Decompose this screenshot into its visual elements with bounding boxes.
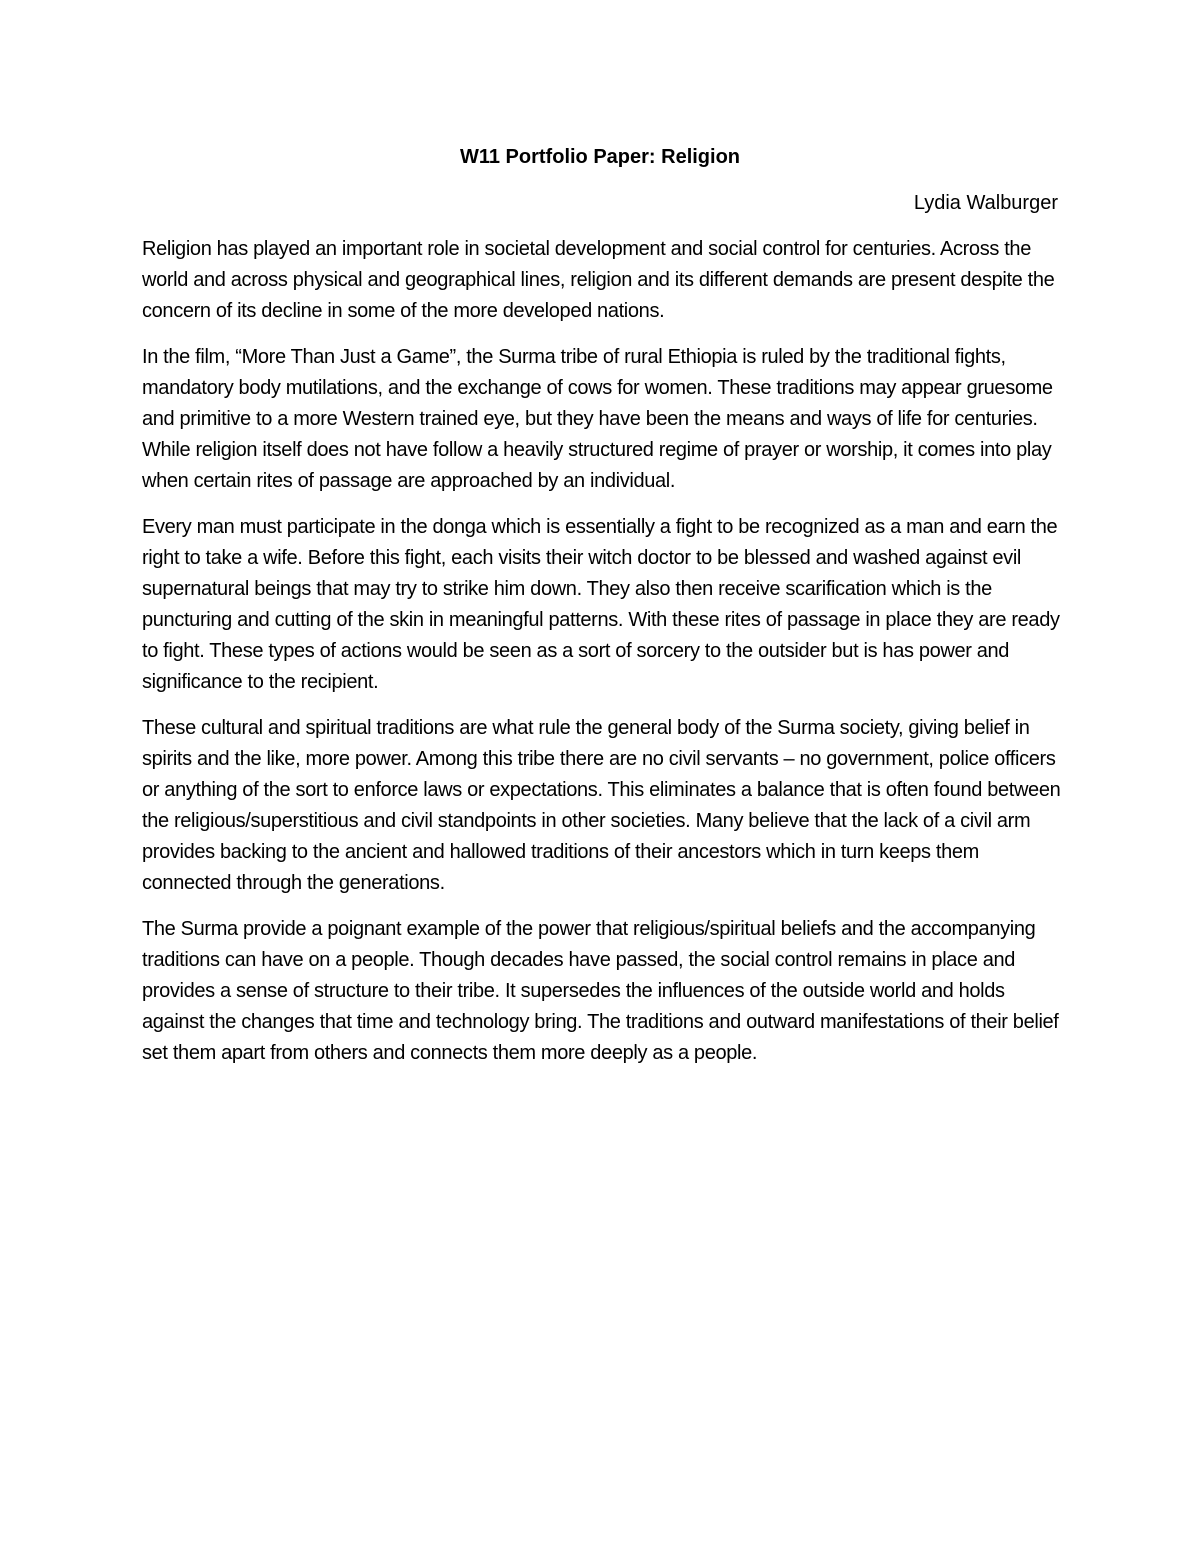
document-title: W11 Portfolio Paper: Religion: [459, 146, 741, 168]
paragraph-1: Religion has played an important role in societal development and social control for centuries. Across the world and across physical and geographical lines, religion and its different demands are present despite the concern of its decline in some of the more developed nations.: [142, 238, 1055, 322]
paragraph-4: These cultural and spiritual traditions are what rule the general body of the Surma society, giving belief in spirits and the like, more power. Among this tribe there are no civil servants – no government, police officers or anything of the sort to enforce laws or expectations. This eliminates a balance that is often found between the religious/superstitious and civil standpoints in other societies. Many believe that the lack of a civil arm provides backing to the ancient and hallowed traditions of their ancestors which in turn keeps them connected through the generations.: [142, 717, 1061, 894]
paragraph-5: The Surma provide a poignant example of the power that religious/spiritual beliefs and the accompanying traditions can have on a people. Though decades have passed, the social control remains in place and provides a sense of structure to their tribe. It supersedes the influences of the outside world and holds against the changes that time and technology bring. The traditions and outward manifestations of their belief set them apart from others and connects them more deeply as a people.: [142, 918, 1059, 1064]
paragraph-3: Every man must participate in the donga which is essentially a fight to be recognized as a man and earn the right to take a wife. Before this fight, each visits their witch doctor to be blessed and washed against evil supernatural beings that may try to strike him down. They also then receive scarification which is the puncturing and cutting of the skin in meaningful patterns. With these rites of passage in place they are ready to fight. These types of actions would be seen as a sort of sorcery to the outsider but is has power and significance to the recipient.: [142, 516, 1060, 693]
paragraph-2: In the film, “More Than Just a Game”, the Surma tribe of rural Ethiopia is ruled by the traditional fights, mandatory body mutilations, and the exchange of cows for women. These traditions may appear gruesome and primitive to a more Western trained eye, but they have been the means and ways of life for centuries. While religion itself does not have follow a heavily structured regime of prayer or worship, it comes into play when certain rites of passage are approached by an individual.: [142, 346, 1053, 492]
document-author: Lydia Walburger: [913, 192, 1058, 214]
document-body: [142, 234, 1062, 1084]
